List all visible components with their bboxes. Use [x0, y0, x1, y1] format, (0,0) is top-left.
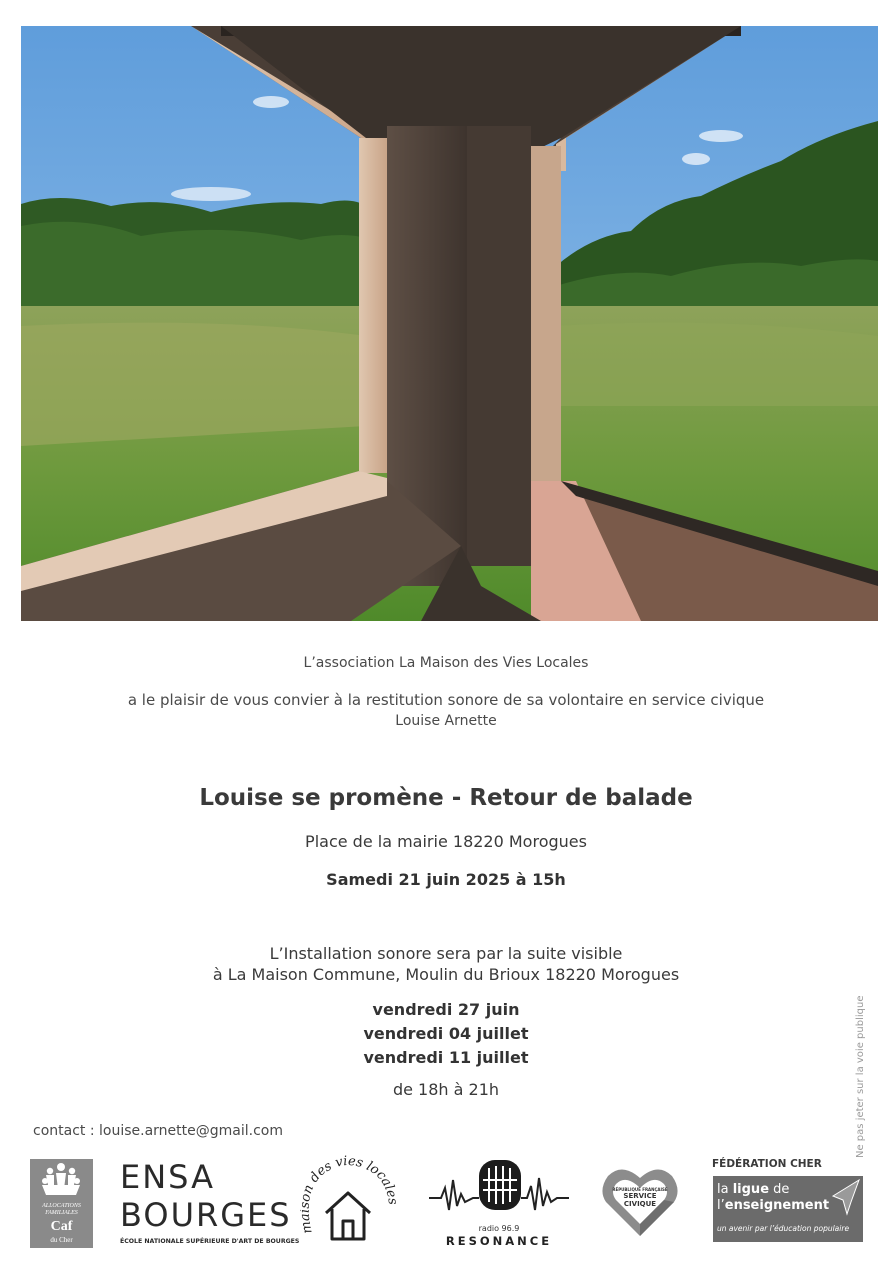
ensa-line-1: ENSA	[120, 1158, 215, 1196]
ligue-line-2: l’enseignement	[717, 1198, 830, 1213]
installation-hours: de 18h à 21h	[392, 1080, 500, 1099]
caf-line-1: ALLOCATIONS	[42, 1203, 81, 1209]
hero-photo	[21, 26, 878, 621]
contact-email: contact : louise.arnette@gmail.com	[33, 1123, 283, 1139]
caf-family-icon	[30, 1159, 93, 1203]
installation-date-3: vendredi 11 juillet	[363, 1048, 529, 1067]
association-line: L’association La Maison des Vies Locales	[303, 655, 589, 671]
house-icon	[300, 1155, 398, 1251]
mvl-text: m n des vies locale	[300, 1155, 398, 1235]
ensa-line-3: ÉCOLE NATIONALE SUPÉRIEURE D'ART DE BOURGES	[120, 1238, 300, 1245]
service-civique-logo	[600, 1162, 680, 1242]
caf-line-4: du Cher	[50, 1236, 73, 1244]
maison-des-vies-locales-logo	[300, 1155, 398, 1251]
sc-line-3: CIVIQUE	[623, 1200, 657, 1208]
installation-line-2: à La Maison Commune, Moulin du Brioux 18220 Morogues	[212, 965, 680, 984]
invitation-line: a le plaisir de vous convier à la restitution sonore de sa volontaire en service civique	[127, 691, 765, 709]
ligue-line-1: la ligue de	[717, 1182, 790, 1197]
event-title: Louise se promène - Retour de balade	[199, 785, 693, 811]
installation-line-1: L’Installation sonore sera par la suite visible	[269, 944, 623, 963]
ensa-bourges-logo	[120, 1158, 300, 1248]
installation-date-1: vendredi 27 juin	[372, 1000, 520, 1019]
radio-resonance-logo	[429, 1158, 569, 1250]
recycling-note: Ne pas jeter sur la voie publique	[855, 995, 866, 1158]
caf-logo	[30, 1159, 93, 1248]
event-date: Samedi 21 juin 2025 à 15h	[326, 870, 566, 889]
volunteer-name: Louise Arnette	[395, 713, 497, 729]
ligue-tagline: un avenir par l’éducation populaire	[717, 1224, 850, 1233]
radio-name: RESONANCE	[445, 1234, 553, 1248]
sc-line-1: RÉPUBLIQUE FRANÇAISE	[612, 1187, 668, 1192]
sculpture-in-meadow-image	[21, 26, 878, 621]
ensa-line-2: BOURGES	[120, 1196, 292, 1234]
microphone-waveform-icon	[429, 1158, 569, 1224]
radio-frequency: radio 96.9	[478, 1224, 520, 1233]
paper-plane-icon	[831, 1178, 861, 1218]
sc-line-2: SERVICE	[623, 1192, 657, 1200]
caf-line-3: Caf	[50, 1219, 73, 1234]
caf-line-2: FAMILIALES	[45, 1210, 78, 1216]
installation-date-2: vendredi 04 juillet	[363, 1024, 529, 1043]
ligue-enseignement-logo	[712, 1156, 867, 1246]
event-place: Place de la mairie 18220 Morogues	[305, 832, 587, 851]
federation-label: FÉDÉRATION CHER	[712, 1158, 822, 1170]
ligue-box	[713, 1176, 863, 1242]
